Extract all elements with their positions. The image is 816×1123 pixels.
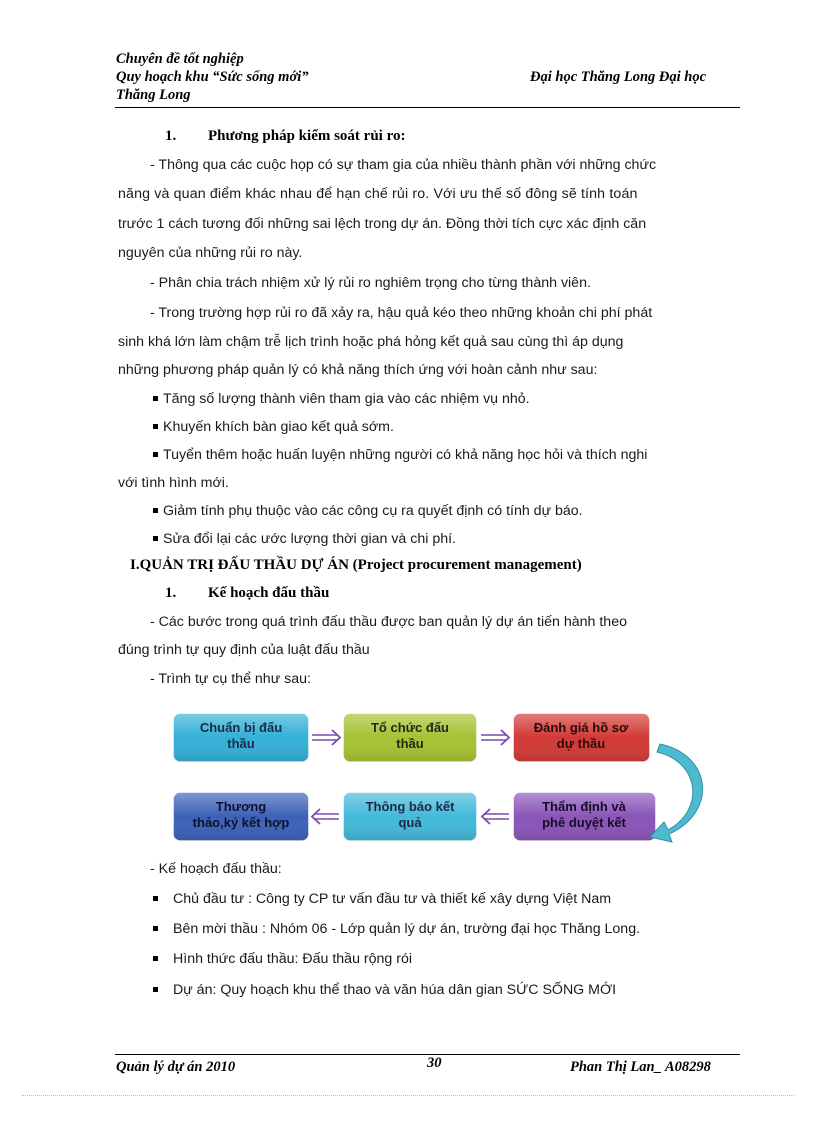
section1-title: Phương pháp kiểm soát rủi ro: (208, 128, 406, 144)
s1-p3-line-1: - Trong trường hợp rủi ro đã xảy ra, hậu quả kéo theo những khoản chi phí phát (150, 305, 653, 321)
flow-step-6 (173, 792, 309, 841)
bullet-square-icon (153, 452, 158, 457)
s2-p1-line-1: - Các bước trong quá trình đấu thầu được ban quản lý dự án tiến hành theo (150, 614, 627, 630)
page-edge-dotted (22, 1095, 794, 1096)
flow-step-4 (513, 792, 656, 841)
s1-bullet-3-cont: với tình hình mới. (118, 475, 229, 491)
header-right: Đại học Thăng Long Đại học (530, 69, 707, 85)
flow-curved-arrow-3-4 (650, 744, 703, 842)
s1-p3-line-3: những phương pháp quản lý có khả năng thích ứng với hoàn cảnh như sau: (118, 362, 598, 378)
header-line-2: Quy hoạch khu “Sức sống mới” (116, 69, 309, 85)
s1-p1-line-1: - Thông qua các cuộc họp có sự tham gia của nhiều thành phần với những chức (150, 157, 657, 173)
s1-bullet-4: Giảm tính phụ thuộc vào các công cụ ra quyết định có tính dự báo. (153, 503, 583, 519)
flow-step-1-line-2: thầu (227, 736, 255, 751)
section2-sub-title: Kế hoạch đấu thầu (208, 585, 330, 601)
s2-p2: - Trình tự cụ thể như sau: (150, 671, 311, 687)
flow-step-5-line-2: quả (398, 815, 422, 830)
plan-item-1: Chủ đầu tư : Công ty CP tư vấn đầu tư và thiết kế xây dựng Việt Nam (153, 891, 611, 907)
header-line-1: Chuyên đề tốt nghiệp (116, 51, 244, 67)
s1-p1-line-4: nguyên của những rủi ro này. (118, 245, 303, 261)
flow-arrow-1-2 (312, 730, 340, 745)
procurement-flow-diagram (0, 700, 816, 860)
plan-item-2: Bên mời thầu : Nhóm 06 - Lớp quản lý dự án, trường đại học Thăng Long. (153, 921, 640, 937)
flow-step-3-line-2: dự thầu (556, 736, 606, 751)
header-line-3: Thăng Long (116, 87, 191, 103)
bullet-square-icon (153, 536, 158, 541)
flow-step-4-line-1: Thẩm định và (542, 799, 626, 814)
flow-step-5-line-1: Thông báo kết (365, 799, 455, 814)
section1-heading (165, 128, 405, 145)
flow-arrow-5-6 (312, 809, 339, 824)
bullet-square-icon (153, 424, 158, 429)
bullet-square-icon (153, 396, 158, 401)
s1-p1-line-2: năng và quan điểm khác nhau để hạn chế rủi ro. Với ưu thế số đông sẽ tính toán (118, 186, 638, 202)
flow-step-6-line-2: thảo,ký kết hợp (192, 815, 290, 830)
flow-step-6-line-1: Thương (215, 799, 267, 814)
s1-bullet-3: Tuyển thêm hoặc huấn luyện những người có khả năng học hỏi và thích nghi (153, 447, 647, 463)
flow-step-2 (343, 713, 477, 762)
flow-step-4-line-2: phê duyệt kết (542, 815, 626, 830)
bullet-square-icon (153, 987, 158, 992)
bullet-square-icon (153, 956, 158, 961)
header-rule (115, 107, 740, 108)
flow-step-2-line-1: Tổ chức đấu (370, 720, 450, 735)
footer-page-number: 30 (427, 1055, 442, 1071)
section2-sub-number: 1. (165, 585, 177, 601)
bullet-square-icon (153, 926, 158, 931)
plan-item-4: Dự án: Quy hoạch khu thể thao và văn húa dân gian SỨC SỐNG MỚI (153, 982, 616, 998)
footer-left: Quản lý dự án 2010 (116, 1059, 236, 1075)
flow-step-3-line-1: Đánh giá hồ sơ (533, 720, 629, 735)
s1-p3-line-2: sinh khá lớn làm chậm trễ lịch trình hoặc phá hỏng kết quả sau cùng thì áp dụng (118, 334, 624, 350)
section1-number: 1. (165, 128, 177, 144)
bullet-square-icon (153, 508, 158, 513)
s1-bullet-1: Tăng số lượng thành viên tham gia vào các nhiệm vụ nhỏ. (153, 391, 530, 407)
s1-p2: - Phân chia trách nhiệm xử lý rủi ro nghiêm trọng cho từng thành viên. (150, 275, 591, 291)
flow-step-1-line-1: Chuẩn bị đấu (199, 720, 283, 735)
s1-p1-line-3: trước 1 cách tương đối những sai lệch trong dự án. Đồng thời tích cực xác định căn (118, 216, 647, 232)
flow-step-3 (513, 713, 650, 762)
flow-step-1 (173, 713, 309, 762)
header-title (116, 50, 309, 104)
plan-item-3: Hình thức đấu thầu: Đấu thầu rộng rói (153, 951, 412, 967)
flow-arrow-2-3 (481, 730, 509, 745)
bullet-square-icon (153, 896, 158, 901)
footer-right: Phan Thị Lan_ A08298 (570, 1059, 711, 1075)
flow-step-5 (343, 792, 477, 841)
s1-bullet-5: Sửa đổi lại các ước lượng thời gian và chi phí. (153, 531, 456, 547)
flow-arrow-4-5 (482, 809, 509, 824)
plan-label: - Kế hoạch đấu thầu: (150, 861, 282, 877)
section2-subheading (165, 585, 329, 602)
section2-title: I.QUẢN TRỊ ĐẤU THẦU DỰ ÁN (Project procurement management) (130, 557, 582, 573)
s1-bullet-2: Khuyến khích bàn giao kết quả sớm. (153, 419, 394, 435)
s2-p1-line-2: đúng trình tự quy định của luật đấu thầu (118, 642, 370, 658)
flow-step-2-line-2: thầu (396, 736, 424, 751)
